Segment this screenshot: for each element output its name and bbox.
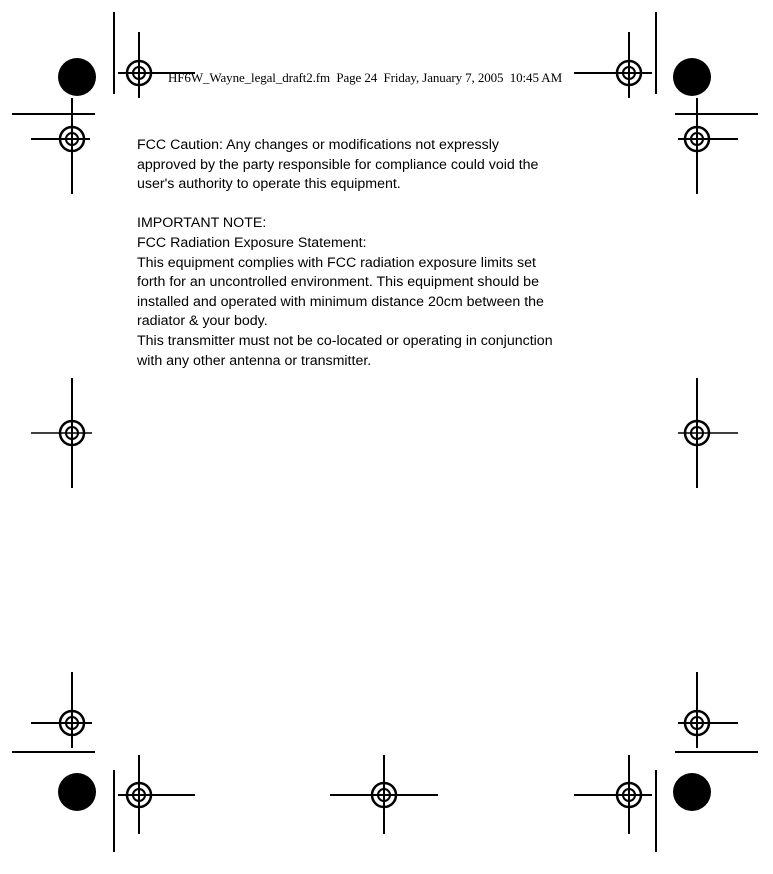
transmitter-line: This transmitter must not be co-located or operating in conjunction	[137, 332, 553, 349]
crosshair-bottom-left	[118, 755, 195, 834]
crosshair-top-left	[118, 32, 195, 98]
registration-dot-top-right	[673, 58, 711, 96]
crosshair-top-right	[574, 32, 652, 98]
statement-title: FCC Radiation Exposure Statement:	[137, 234, 367, 251]
crosshair-right-middle	[678, 378, 738, 488]
file-header: HF6W_Wayne_legal_draft2.fm Page 24 Friday, January 7, 2005 10:45 AM	[168, 70, 563, 85]
statement-line: forth for an uncontrolled environment. This equipment should be	[137, 274, 539, 291]
fcc-notice-body	[137, 136, 637, 371]
caution-line: approved by the party responsible for compliance could void the	[137, 156, 539, 173]
statement-line: radiator & your body.	[137, 313, 268, 330]
crosshair-left-lower	[31, 672, 92, 748]
registration-dot-bottom-right	[673, 773, 711, 811]
crosshair-right-lower	[678, 672, 738, 748]
important-note-title: IMPORTANT NOTE:	[137, 215, 267, 232]
caution-line: FCC Caution: Any changes or modifications not expressly	[137, 137, 499, 153]
crosshair-left-middle	[31, 378, 92, 488]
caution-line: user's authority to operate this equipment.	[137, 176, 401, 193]
transmitter-line: with any other antenna or transmitter.	[137, 352, 372, 369]
registration-dot-top-left	[58, 58, 96, 96]
statement-line: This equipment complies with FCC radiation exposure limits set	[137, 254, 536, 271]
crosshair-bottom-right	[574, 755, 652, 834]
crosshair-right-upper	[678, 98, 738, 194]
crosshair-left-upper	[31, 98, 90, 194]
registration-dot-bottom-left	[58, 773, 96, 811]
paragraph-gap	[137, 195, 637, 215]
crosshair-bottom-center	[330, 755, 438, 834]
statement-line: installed and operated with minimum distance 20cm between the	[137, 293, 544, 310]
